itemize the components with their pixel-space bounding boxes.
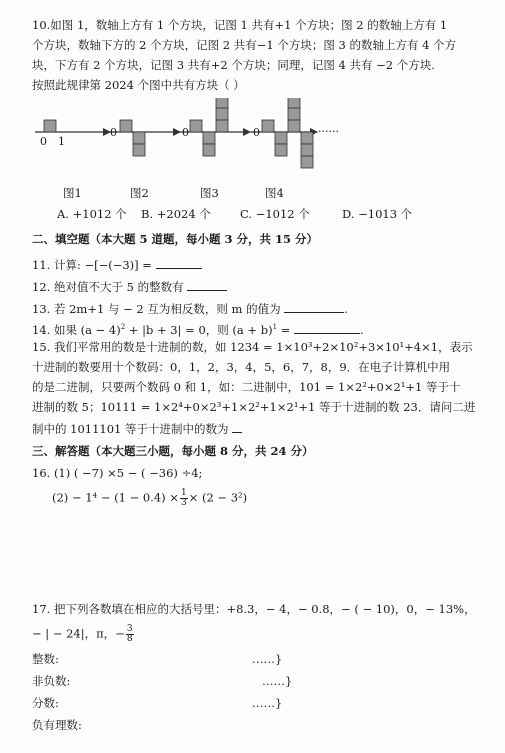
arrow-2 — [173, 128, 181, 136]
category-negative-rationals: 负有理数: — [32, 718, 82, 732]
caption-fig4: 图4 — [265, 186, 284, 200]
q16-part-2-b: × (2 − 3²) — [188, 490, 248, 505]
q10-line-2: 个方块，数轴下方的 2 个方块，记图 2 共有−1 个方块；图 3 的数轴上方有 4 个方 — [32, 38, 457, 52]
option-a[interactable]: A. +1012 个 — [57, 207, 127, 221]
q11-expression: −[−(−3)] = — [84, 258, 152, 272]
brace-fractions[interactable]: ……} — [252, 696, 283, 710]
brace-integers[interactable]: ……} — [252, 652, 283, 666]
q15-line-4: 进制的数 5；10111 = 1×2⁴+0×2³+1×2²+1×2¹+1 等于十进制的数 23．请问二进 — [32, 400, 476, 414]
q14-part-b: + |b + 3| = 0，则 (a + b) — [125, 322, 273, 337]
block — [301, 144, 313, 156]
q14: 14. 如果 $(a - 4)^2 + |b + 3| = 0$，则 $(a + b)^1$ = . — [32, 322, 364, 337]
option-d[interactable]: D. −1013 个 — [342, 207, 413, 221]
origin-label: 0 — [40, 135, 47, 148]
q14-part-c: = — [277, 322, 291, 337]
block — [216, 108, 228, 120]
one-label: 1 — [58, 135, 65, 148]
category-integers: 整数: — [32, 652, 59, 666]
q12 — [32, 278, 227, 294]
q10-line-3: 块，下方有 2 个方块，记图 3 共有+2 个方块；同理，记图 4 共有 −2 个方块. — [32, 58, 435, 72]
block — [190, 120, 202, 132]
q16-part-2-a: (2) − 1⁴ − (1 − 0.4) × — [52, 490, 179, 505]
block — [301, 132, 313, 144]
origin-label: 0 — [253, 126, 260, 139]
q10-line-4: 按照此规律第 2024 个图中共有方块（ ） — [32, 78, 245, 92]
block — [262, 120, 274, 132]
caption-fig2: 图2 — [130, 186, 149, 200]
fraction-one-third: $\frac{1}{3}$ — [180, 488, 187, 508]
block — [216, 98, 228, 108]
q10-line-1: 10.如图 1，数轴上方有 1 个方块，记图 1 共有+1 个方块；图 2 的数轴上方有 1 — [32, 18, 448, 32]
q12-text: 12. 绝对值不大于 5 的整数有 — [32, 280, 184, 294]
q15-line-3: 的是二进制，只要两个数码 0 和 1，如：二进制中，101 = 1×2²+0×2¹+1 等于十 — [32, 380, 461, 394]
block — [44, 120, 56, 132]
q13-text: 13. 若 2m+1 与 − 2 互为相反数，则 m 的值为 — [32, 302, 281, 316]
q13: 13. 若 2m+1 与 − 2 互为相反数，则 m 的值为 . — [32, 302, 348, 316]
q11 — [32, 256, 202, 272]
q15-line-5-text: 制中的 1011101 等于十进制中的数为 — [32, 422, 229, 436]
q17-line-2 — [32, 625, 135, 644]
ellipsis: ······ — [318, 125, 339, 138]
q16-part-1: 16. (1) ( −7) ×5 − ( −36) ÷4; — [32, 466, 203, 480]
q14-part-a: 14. 如果 (a − 4) — [32, 322, 121, 337]
block — [301, 156, 313, 168]
q15-line-5 — [32, 420, 242, 436]
q17-line-2-text: − | − 24|，π，− — [32, 626, 125, 641]
block — [275, 132, 287, 144]
origin-label: 0 — [110, 126, 117, 139]
q15-answer-blank[interactable] — [232, 420, 242, 433]
q14-answer-blank[interactable] — [294, 321, 360, 334]
block — [288, 108, 300, 120]
q15-line-2: 十进制的数要用十个数码：0，1，2，3，4，5，6，7，8，9．在电子计算机中用 — [32, 360, 451, 374]
block — [275, 144, 287, 156]
block — [120, 120, 132, 132]
block — [216, 120, 228, 132]
fraction-three-eighths: $\frac{3}{8}$ — [126, 624, 133, 644]
q11-text: 11. 计算: — [32, 258, 81, 272]
option-c[interactable]: C. −1012 个 — [240, 207, 310, 221]
block — [133, 144, 145, 156]
origin-label: 0 — [182, 126, 189, 139]
option-b[interactable]: B. +2024 个 — [141, 207, 211, 221]
q15-line-1: 15. 我们平常用的数是十进制的数，如 1234 = 1×10³+2×10²+3×10¹+4×1，表示 — [32, 340, 473, 354]
block — [203, 144, 215, 156]
category-non-negative: 非负数: — [32, 674, 71, 688]
caption-fig1: 图1 — [63, 186, 82, 200]
q16-part-2 — [52, 489, 247, 508]
block — [288, 120, 300, 132]
block — [133, 132, 145, 144]
q13-answer-blank[interactable] — [284, 300, 344, 313]
q17-line-1: 17. 把下列各数填在相应的大括号里：+8.3，− 4，− 0.8，− ( − 10)，0，− 13%， — [32, 602, 476, 616]
section3-heading: 三、解答题（本大题三小题，每小题 8 分，共 24 分） — [32, 444, 314, 458]
block — [288, 98, 300, 108]
block — [203, 132, 215, 144]
q11-answer-blank[interactable] — [156, 256, 202, 269]
arrow-3 — [243, 128, 251, 136]
section2-heading: 二、填空题（本大题 5 道题，每小题 3 分，共 15 分） — [32, 232, 319, 246]
number-line-figure — [30, 98, 360, 174]
category-fractions: 分数: — [32, 696, 59, 710]
brace-non-negative[interactable]: ……} — [262, 674, 293, 688]
caption-fig3: 图3 — [200, 186, 219, 200]
q12-answer-blank[interactable] — [187, 278, 227, 291]
